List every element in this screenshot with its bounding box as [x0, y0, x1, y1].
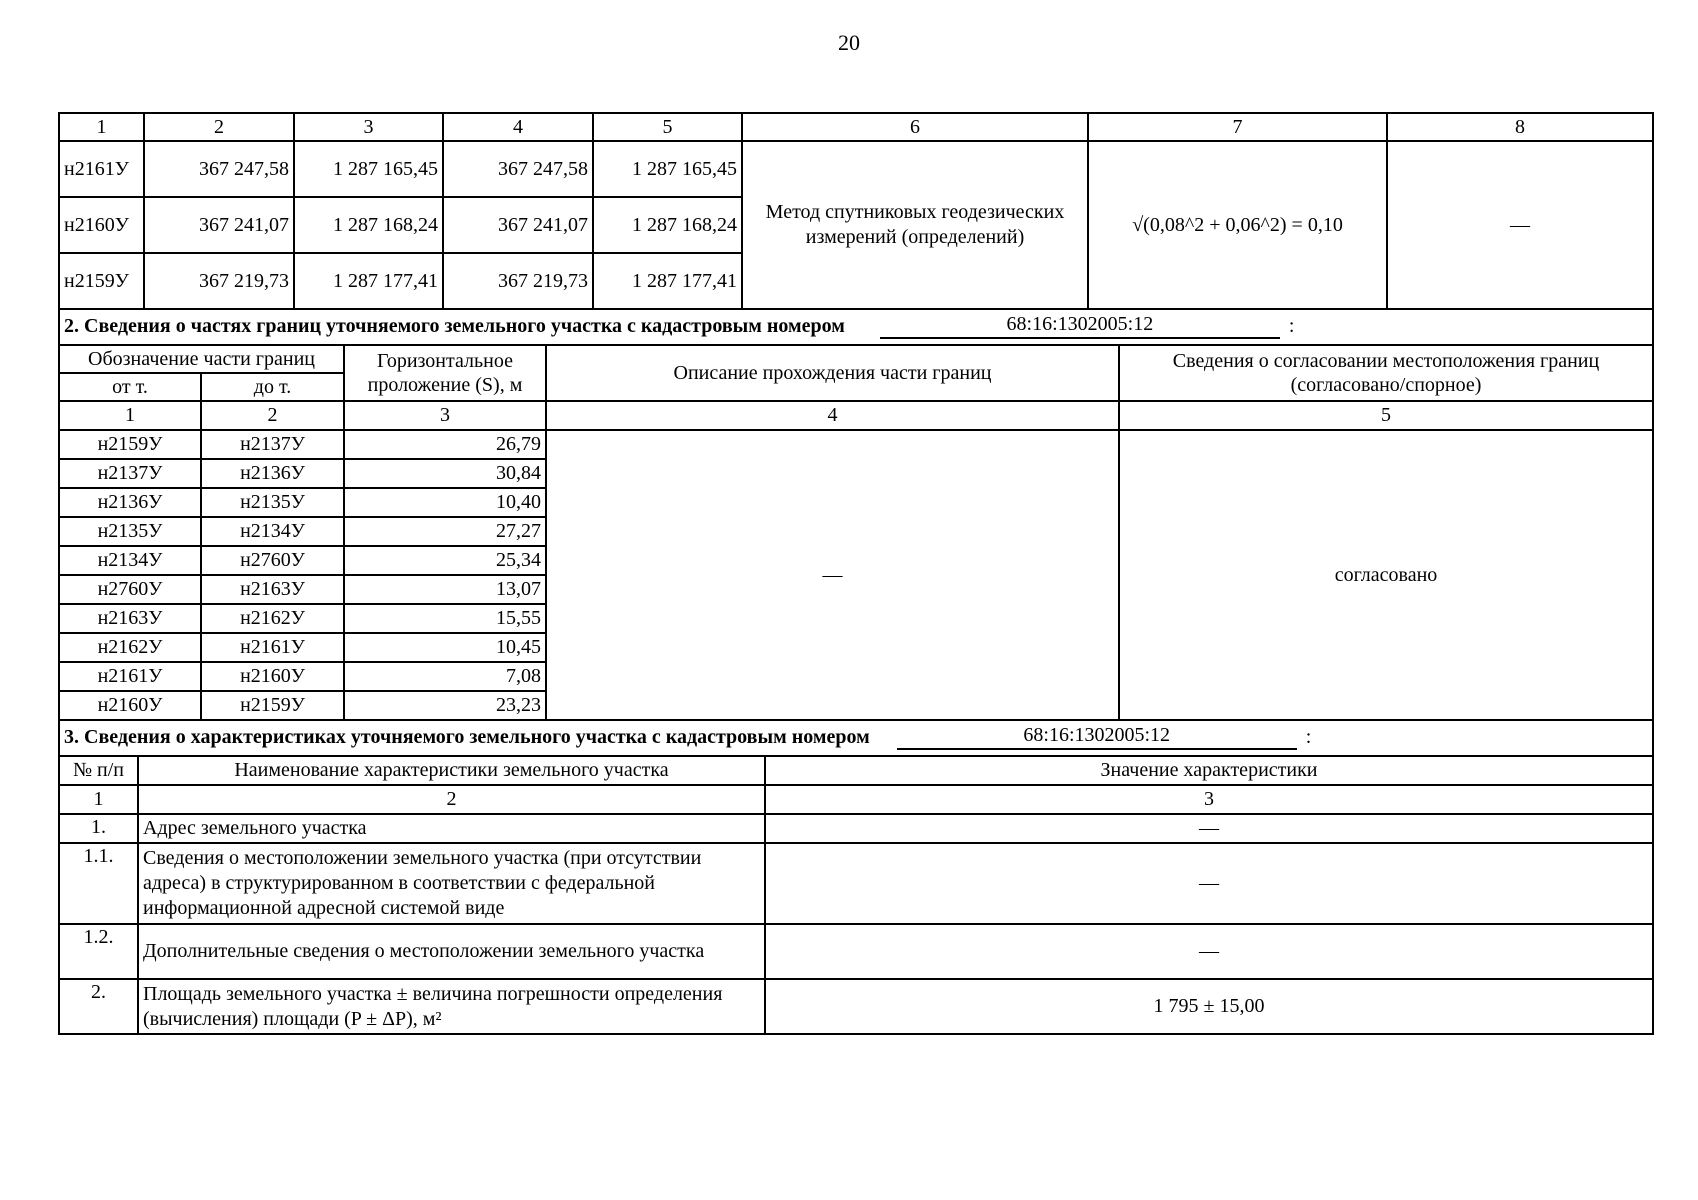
characteristic-name: Сведения о местоположении земельного участка (при отсутствии адреса) в структурированном в соответствии с федеральной информационной адресной системой виде — [138, 843, 765, 924]
from-point: н2163У — [59, 604, 201, 633]
coord-y-new: 1 287 165,45 — [593, 141, 742, 197]
coordinates-table — [58, 112, 1654, 346]
head-agreement: Сведения о согласовании местоположения границ (согласовано/спорное) — [1119, 345, 1653, 401]
table2-col-num: 2 — [201, 401, 344, 430]
head-characteristic-name: Наименование характеристики земельного участка — [138, 756, 765, 785]
length-value: 27,27 — [344, 517, 546, 546]
table3-col-num: 3 — [765, 785, 1653, 814]
table1-col-num: 6 — [742, 113, 1088, 141]
length-value: 30,84 — [344, 459, 546, 488]
table2-col-num: 4 — [546, 401, 1119, 430]
description-value: — — [546, 430, 1119, 720]
to-point: н2135У — [201, 488, 344, 517]
section2-cadastral-number: 68:16:1302005:12 — [880, 312, 1280, 339]
point-name: н2160У — [59, 197, 144, 253]
agreement-value: согласовано — [1119, 430, 1653, 720]
table1-col-num: 3 — [294, 113, 443, 141]
table3-col-num: 2 — [138, 785, 765, 814]
from-point: н2760У — [59, 575, 201, 604]
section2-title-cell — [59, 309, 1653, 345]
to-point: н2160У — [201, 662, 344, 691]
length-value: 10,45 — [344, 633, 546, 662]
characteristics-table — [58, 755, 1654, 1035]
row-number: 1. — [59, 814, 138, 843]
section3-colon: : — [1305, 725, 1312, 748]
to-point: н2760У — [201, 546, 344, 575]
head-from: от т. — [59, 373, 201, 401]
characteristic-value: — — [765, 843, 1653, 924]
to-point: н2136У — [201, 459, 344, 488]
table2-col-num: 3 — [344, 401, 546, 430]
from-point: н2135У — [59, 517, 201, 546]
characteristic-value: 1 795 ± 15,00 — [765, 979, 1653, 1034]
length-value: 10,40 — [344, 488, 546, 517]
head-number: № п/п — [59, 756, 138, 785]
length-value: 15,55 — [344, 604, 546, 633]
table2-header-row — [59, 345, 1653, 373]
table-row — [59, 141, 1653, 197]
length-value: 13,07 — [344, 575, 546, 604]
length-value: 26,79 — [344, 430, 546, 459]
coord-y-old: 1 287 165,45 — [294, 141, 443, 197]
from-point: н2162У — [59, 633, 201, 662]
head-description: Описание прохождения части границ — [546, 345, 1119, 401]
to-point: н2137У — [201, 430, 344, 459]
characteristic-name: Адрес земельного участка — [138, 814, 765, 843]
row-number: 1.2. — [59, 924, 138, 979]
table1-col-num: 7 — [1088, 113, 1387, 141]
coord-x-new: 367 247,58 — [443, 141, 593, 197]
table-row — [59, 843, 1653, 924]
head-part-designation: Обозначение части границ — [59, 345, 344, 373]
to-point: н2134У — [201, 517, 344, 546]
coord-x-old: 367 219,73 — [144, 253, 294, 309]
boundary-parts-table — [58, 344, 1654, 757]
table1-header-row — [59, 113, 1653, 141]
table1-col-num: 5 — [593, 113, 742, 141]
head-to: до т. — [201, 373, 344, 401]
characteristic-value: — — [765, 924, 1653, 979]
document-tables — [58, 114, 1652, 1035]
section3-title-row — [59, 720, 1653, 756]
to-point: н2163У — [201, 575, 344, 604]
row-number: 2. — [59, 979, 138, 1034]
method-cell: Метод спутниковых геодезических измерений (определений) — [742, 141, 1088, 309]
section3-title-cell — [59, 720, 1653, 756]
table3-col-num: 1 — [59, 785, 138, 814]
point-name: н2161У — [59, 141, 144, 197]
from-point: н2134У — [59, 546, 201, 575]
table1-col-num: 4 — [443, 113, 593, 141]
to-point: н2159У — [201, 691, 344, 720]
table-row — [59, 814, 1653, 843]
to-point: н2162У — [201, 604, 344, 633]
length-value: 23,23 — [344, 691, 546, 720]
table2-col-num: 5 — [1119, 401, 1653, 430]
section3-cadastral-number: 68:16:1302005:12 — [897, 723, 1297, 750]
characteristic-name: Дополнительные сведения о местоположении земельного участка — [138, 924, 765, 979]
table2-num-row — [59, 401, 1653, 430]
head-horizontal-length: Горизонтальное проложение (S), м — [344, 345, 546, 401]
table-row — [59, 979, 1653, 1034]
from-point: н2161У — [59, 662, 201, 691]
length-value: 7,08 — [344, 662, 546, 691]
length-value: 25,34 — [344, 546, 546, 575]
section3-title: 3. Сведения о характеристиках уточняемого земельного участка с кадастровым номером — [64, 725, 870, 748]
table1-col-num: 8 — [1387, 113, 1653, 141]
characteristic-value: — — [765, 814, 1653, 843]
characteristic-name: Площадь земельного участка ± величина погрешности определения (вычисления) площади (P ± ΔP), м² — [138, 979, 765, 1034]
table-row — [59, 430, 1653, 459]
table3-header-row — [59, 756, 1653, 785]
from-point: н2137У — [59, 459, 201, 488]
table2-col-num: 1 — [59, 401, 201, 430]
table-row — [59, 924, 1653, 979]
from-point: н2159У — [59, 430, 201, 459]
from-point: н2160У — [59, 691, 201, 720]
section2-title-row — [59, 309, 1653, 345]
coord-x-old: 367 247,58 — [144, 141, 294, 197]
table1-col-num: 1 — [59, 113, 144, 141]
table1-col-num: 2 — [144, 113, 294, 141]
coord-y-new: 1 287 177,41 — [593, 253, 742, 309]
coord-x-old: 367 241,07 — [144, 197, 294, 253]
from-point: н2136У — [59, 488, 201, 517]
section2-title: 2. Сведения о частях границ уточняемого земельного участка с кадастровым номером — [64, 314, 845, 337]
accuracy-cell: √(0,08^2 + 0,06^2) = 0,10 — [1088, 141, 1387, 309]
coord-y-old: 1 287 168,24 — [294, 197, 443, 253]
point-name: н2159У — [59, 253, 144, 309]
coord-y-new: 1 287 168,24 — [593, 197, 742, 253]
page-number: 20 — [838, 30, 860, 55]
coord-y-old: 1 287 177,41 — [294, 253, 443, 309]
to-point: н2161У — [201, 633, 344, 662]
coord-x-new: 367 219,73 — [443, 253, 593, 309]
head-characteristic-value: Значение характеристики — [765, 756, 1653, 785]
table3-num-row — [59, 785, 1653, 814]
col8-cell: — — [1387, 141, 1653, 309]
row-number: 1.1. — [59, 843, 138, 924]
section2-colon: : — [1288, 314, 1295, 337]
coord-x-new: 367 241,07 — [443, 197, 593, 253]
